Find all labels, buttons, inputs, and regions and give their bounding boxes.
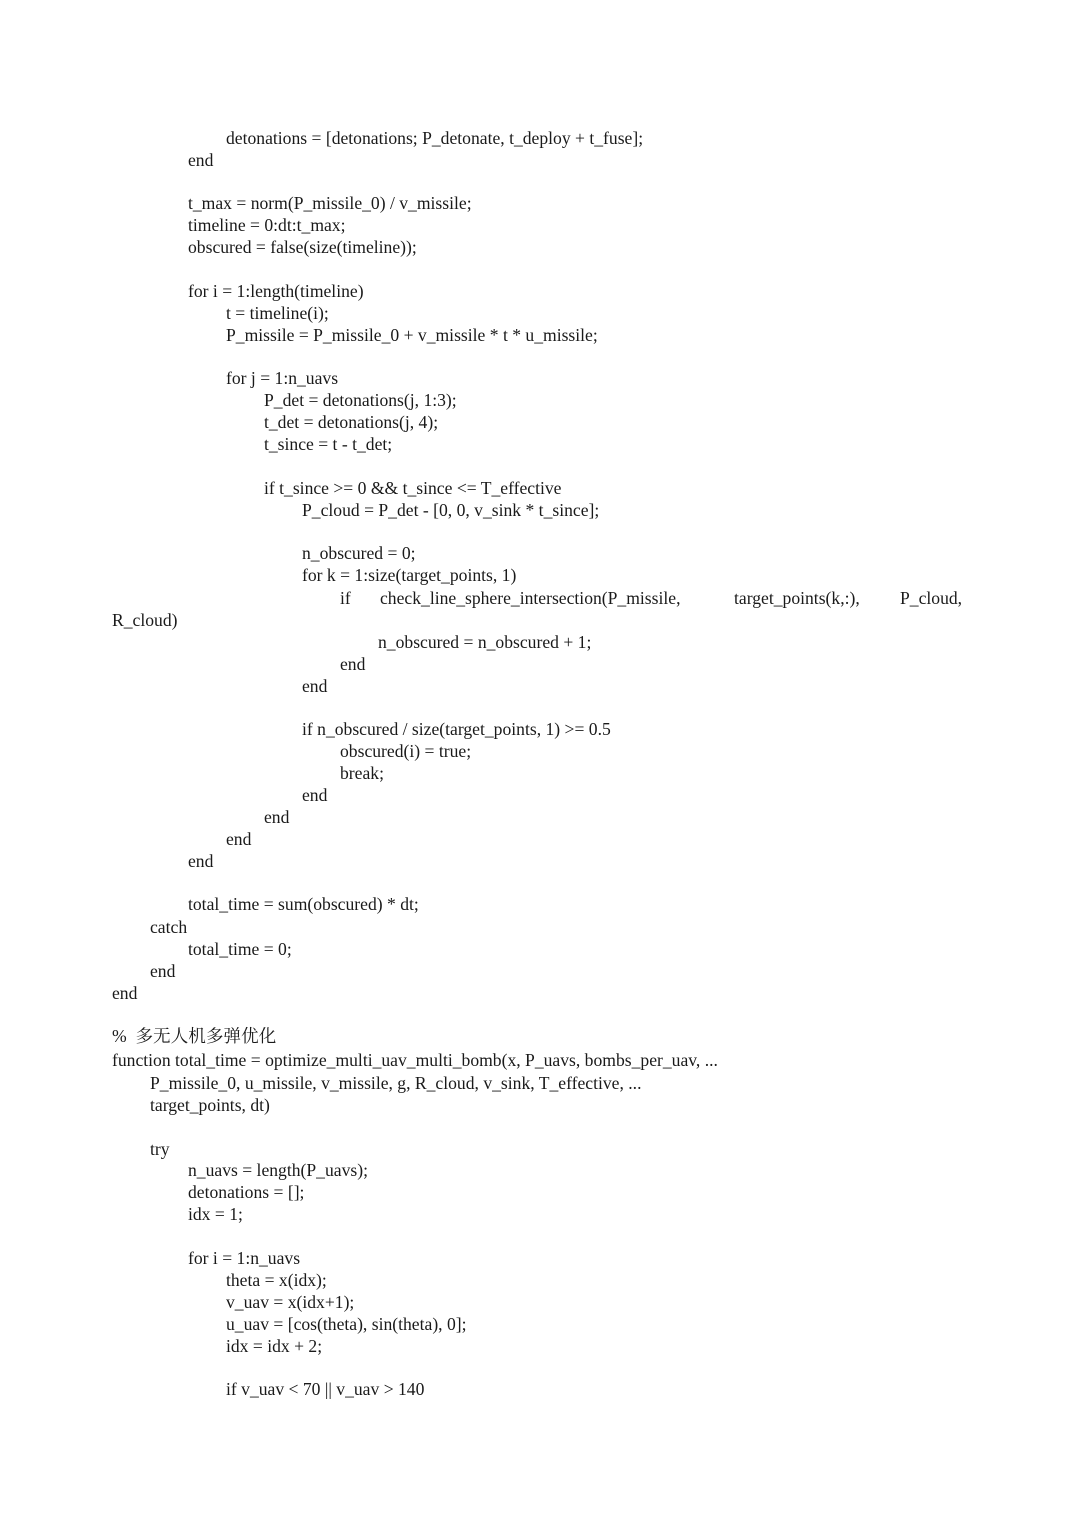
code-line: if v_uav < 70 || v_uav > 140 (226, 1379, 425, 1399)
code-line: function total_time = optimize_multi_uav_multi_bomb(x, P_uavs, bombs_per_uav, ... (112, 1050, 718, 1070)
code-line: detonations = [detonations; P_detonate, t_deploy + t_fuse]; (226, 128, 644, 148)
code-line: for i = 1:length(timeline) (188, 281, 364, 301)
code-line: timeline = 0:dt:t_max; (188, 215, 346, 235)
code-line: P_missile_0, u_missile, v_missile, g, R_cloud, v_sink, T_effective, ... (150, 1073, 642, 1093)
code-line: end (150, 961, 176, 981)
code-line: if t_since >= 0 && t_since <= T_effective (264, 478, 562, 498)
code-line: idx = idx + 2; (226, 1336, 323, 1356)
code-line: P_cloud, (900, 588, 963, 608)
code-line: n_uavs = length(P_uavs); (188, 1160, 368, 1180)
code-line: end (112, 983, 138, 1003)
code-line: t = timeline(i); (226, 303, 329, 323)
code-line: end (340, 654, 366, 674)
code-line: catch (150, 917, 188, 937)
code-line: total_time = sum(obscured) * dt; (188, 894, 419, 914)
code-line: idx = 1; (188, 1204, 243, 1224)
code-line: for j = 1:n_uavs (226, 368, 339, 388)
code-line: break; (340, 763, 384, 783)
code-line: P_cloud = P_det - [0, 0, v_sink * t_since]; (302, 500, 600, 520)
code-line: check_line_sphere_intersection(P_missile, (380, 588, 681, 608)
code-line: u_uav = [cos(theta), sin(theta), 0]; (226, 1314, 467, 1334)
code-line: end (264, 807, 290, 827)
code-line: t_since = t - t_det; (264, 434, 393, 454)
code-line: R_cloud) (112, 610, 178, 630)
code-line: n_obscured = 0; (302, 543, 416, 563)
code-comment: % 多无人机多弹优化 (112, 1026, 277, 1046)
code-line: theta = x(idx); (226, 1270, 327, 1290)
code-line: if (340, 588, 351, 608)
code-line: P_det = detonations(j, 1:3); (264, 390, 457, 410)
code-line: t_det = detonations(j, 4); (264, 412, 439, 432)
code-line: n_obscured = n_obscured + 1; (378, 632, 592, 652)
code-line: v_uav = x(idx+1); (226, 1292, 355, 1312)
code-line: end (188, 150, 214, 170)
code-line: end (302, 676, 328, 696)
code-line: total_time = 0; (188, 939, 292, 959)
code-line: end (226, 829, 252, 849)
code-line: end (188, 851, 214, 871)
code-line: obscured = false(size(timeline)); (188, 237, 417, 257)
code-line: P_missile = P_missile_0 + v_missile * t * u_missile; (226, 325, 598, 345)
code-line: obscured(i) = true; (340, 741, 472, 761)
code-line: try (150, 1139, 170, 1159)
code-line: t_max = norm(P_missile_0) / v_missile; (188, 193, 472, 213)
code-line: target_points, dt) (150, 1095, 270, 1115)
code-line: target_points(k,:), (734, 588, 860, 608)
code-line: end (302, 785, 328, 805)
code-line: detonations = []; (188, 1182, 305, 1202)
code-line: if n_obscured / size(target_points, 1) >= 0.5 (302, 719, 611, 739)
code-line: for i = 1:n_uavs (188, 1248, 301, 1268)
code-line: for k = 1:size(target_points, 1) (302, 565, 517, 585)
